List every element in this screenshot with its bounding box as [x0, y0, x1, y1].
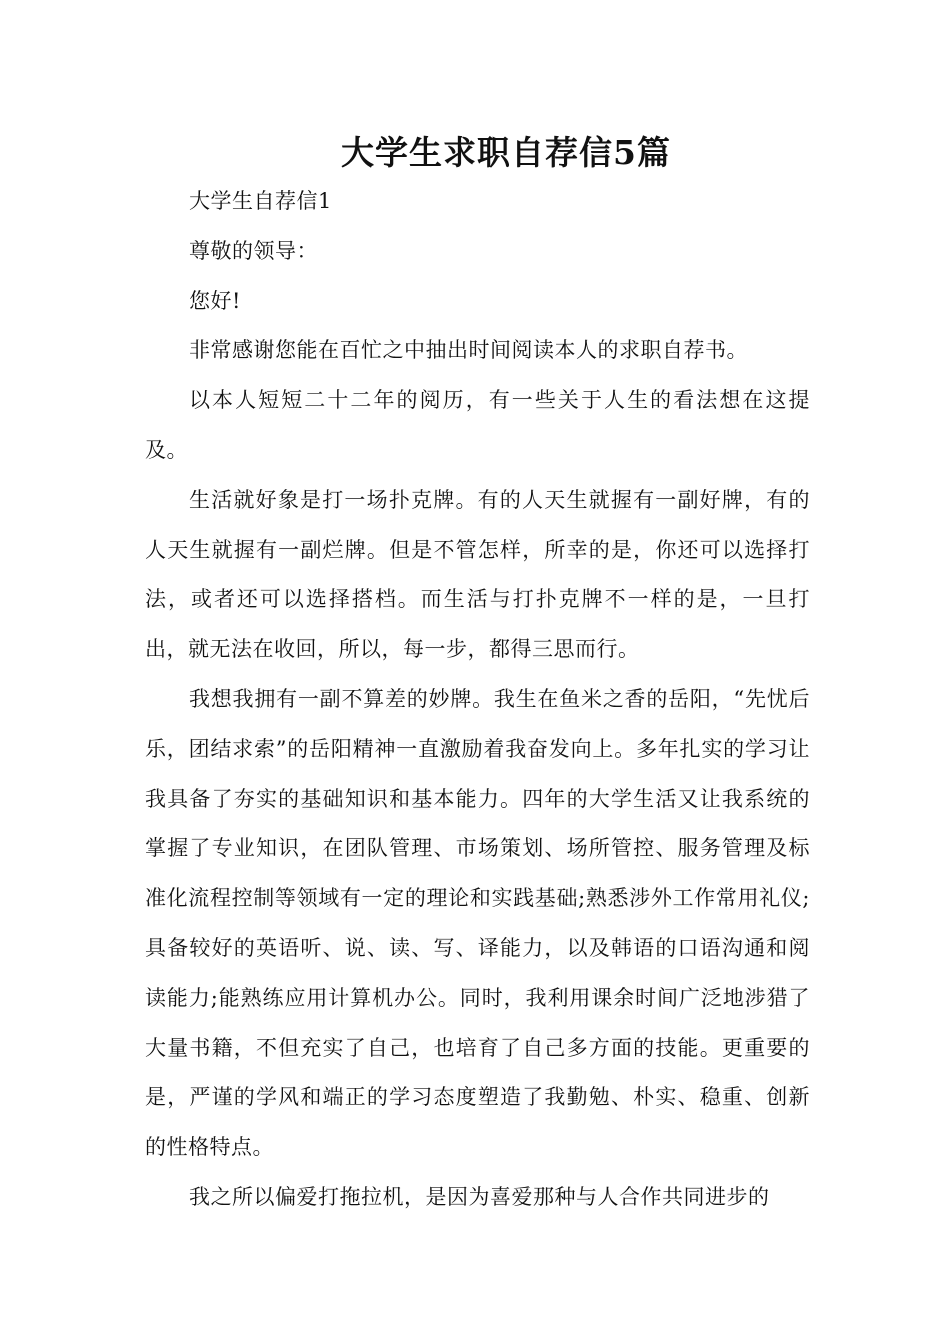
letter-heading: 大学生自荐信1: [189, 189, 332, 213]
paragraph: 非常感谢您能在百忙之中抽出时间阅读本人的求职自荐书。: [189, 338, 748, 363]
paragraph: 我之所以偏爱打拖拉机，是因为喜爱那种与人合作共同进步的: [189, 1184, 770, 1209]
greeting: 您好!: [189, 288, 241, 313]
document-title: 大学生求职自荐信5篇: [341, 133, 671, 172]
document-body: [145, 177, 810, 1223]
paragraph: 我想我拥有一副不算差的妙牌。我生在鱼米之香的岳阳，“先忧后乐，团结求索”的岳阳精神一直激励着我奋发向上。多年扎实的学习让我具备了夯实的基础知识和基本能力。四年的大学生活又让我系统的掌握了专业知识，在团队管理、市场策划、场所管控、服务管理及标准化流程控制等领域有一定的理论和实践基础;熟悉涉外工作常用礼仪;具备较好的英语听、说、读、写、译能力，以及韩语的口语沟通和阅读能力;能熟练应用计算机办公。同时，我利用课余时间广泛地涉猎了大量书籍，不但充实了自己，也培育了自己多方面的技能。更重要的是，严谨的学风和端正的学习态度塑造了我勤勉、朴实、稳重、创新的性格特点。: [145, 686, 810, 1160]
paragraph: 生活就好象是打一场扑克牌。有的人天生就握有一副好牌，有的人天生就握有一副烂牌。但是不管怎样，所幸的是，你还可以选择打法，或者还可以选择搭档。而生活与打扑克牌不一样的是，一旦打出，就无法在收回，所以，每一步，都得三思而行。: [145, 487, 810, 662]
paragraph: 以本人短短二十二年的阅历，有一些关于人生的看法想在这提及。: [145, 388, 810, 462]
salutation: 尊敬的领导：: [189, 238, 318, 263]
